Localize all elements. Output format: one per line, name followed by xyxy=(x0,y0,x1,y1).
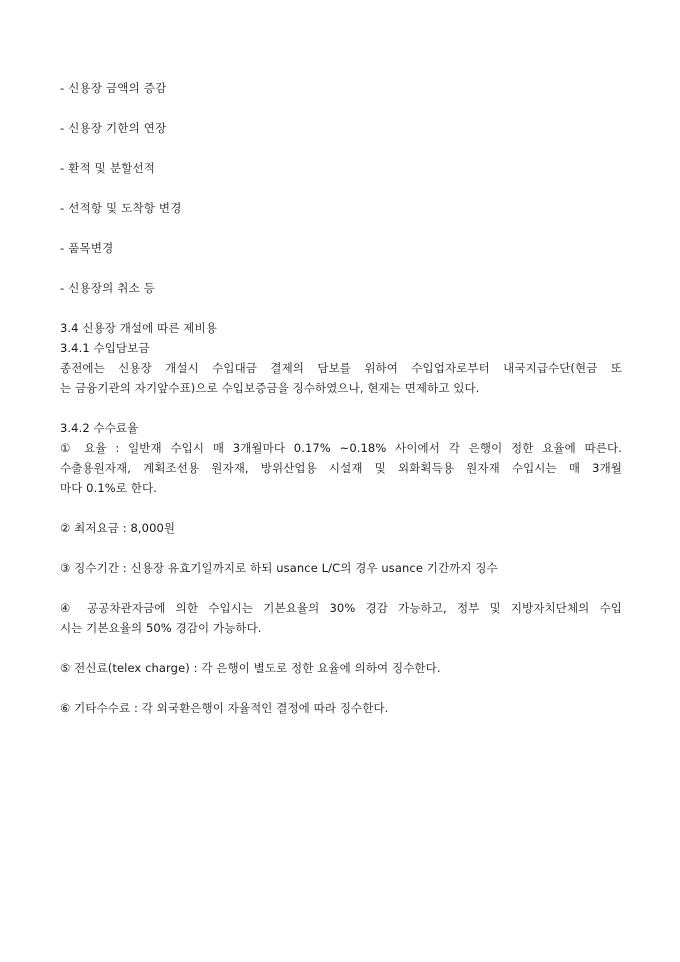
subsection-heading-3-4-2: 3.4.2 수수료율 xyxy=(60,421,139,435)
list-item-goods-change: - 품목변경 xyxy=(60,241,114,255)
list-item-transshipment: - 환적 및 분할선적 xyxy=(60,161,156,175)
list-item-expiry-extension: - 신용장 기한의 연장 xyxy=(60,121,167,135)
list-item-amount-change: - 신용장 금액의 증감 xyxy=(60,81,167,95)
item-5-telex-charge: ⑤ 전신료(telex charge) : 각 은행이 별도로 정한 요율에 의하여 징수한다. xyxy=(60,661,441,675)
item-4-line-1: ④ 공공차관자금에 의한 수입시는 기본요율의 30% 경감 가능하고, 정부 및 지방자치단체의 수입 xyxy=(60,601,622,615)
item-2-minimum-fee: ② 최저요금 : 8,000원 xyxy=(60,521,176,535)
section-heading-3-4: 3.4 신용장 개설에 따른 제비용 xyxy=(60,321,217,335)
item-1-line-3: 마다 0.1%로 한다. xyxy=(60,481,157,495)
paragraph-3-4-1-line-1: 종전에는 신용장 개설시 수입대금 결제의 담보를 위하여 수입업자로부터 내국지급수단(현금 또 xyxy=(60,361,622,375)
item-4-line-2: 시는 기본요율의 50% 경감이 가능하다. xyxy=(60,621,262,635)
list-item-port-change: - 선적항 및 도착항 변경 xyxy=(60,201,182,215)
paragraph-3-4-1-line-2: 는 금융기관의 자기앞수표)으로 수입보증금을 징수하였으나, 현재는 면제하고 있다. xyxy=(60,381,480,395)
item-6-other-fees: ⑥ 기타수수료 : 각 외국환은행이 자율적인 결정에 따라 징수한다. xyxy=(60,701,389,715)
item-3-collection-period: ③ 징수기간 : 신용장 유효기일까지로 하되 usance L/C의 경우 usance 기간까지 징수 xyxy=(60,561,498,575)
subsection-heading-3-4-1: 3.4.1 수입담보금 xyxy=(60,341,150,355)
item-1-line-1: ① 요율 : 일반재 수입시 매 3개월마다 0.17% ~0.18% 사이에서 각 은행이 정한 요율에 따른다. xyxy=(60,441,622,455)
list-item-cancellation: - 신용장의 취소 등 xyxy=(60,281,156,295)
item-1-line-2: 수출용원자재, 계획조선용 원자재, 방위산업용 시설재 및 외화획득용 원자재 수입시는 매 3개월 xyxy=(60,461,622,475)
